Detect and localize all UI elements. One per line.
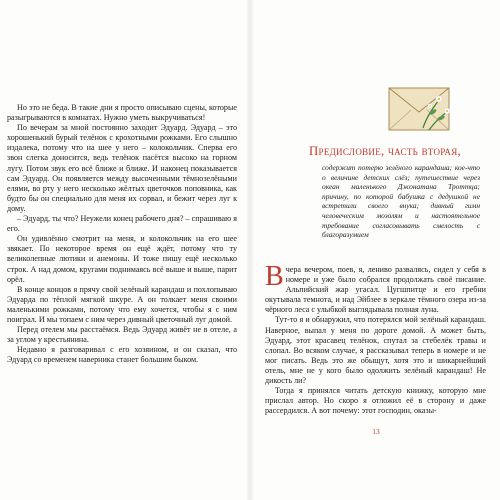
right-paragraph-2: Тут-то я и обнаружил, что потерялся мой зелёный карандаш. Наверное, выпал у меня по дороге домой. А может быть, Эдуард, этот красавец телёнок, спутал за стебелёк травы и слопал. Во всяком случае, я рассказывал теперь в номере и не мог писать. Ведь это же обыщут, хотя это и шикарнейший отель, мне не у кого было одолжить зелёный карандаш! Не дикость ли? bbox=[265, 315, 486, 386]
left-paragraph-7: Недавно я разговаривал с его хозяином, и он сказал, что Эдуард со временем наверника станет большим быком. bbox=[7, 345, 237, 365]
right-page bbox=[251, 0, 500, 500]
envelope-illustration bbox=[383, 78, 455, 140]
left-paragraph-1: Но это не беда. В такие дни я просто описываю сцены, которые разыгрываются в комнатах. Нужно уметь выкручиваться! bbox=[7, 103, 237, 123]
right-page-text bbox=[265, 261, 486, 416]
left-page bbox=[0, 0, 249, 500]
page-number: 13 bbox=[372, 427, 380, 436]
right-paragraph-1 bbox=[265, 261, 486, 315]
left-paragraph-4: Он удивлённо смотрит на меня, и колокольчик на его шее звякает. По некоторое время он ещё ждёт, потому что ту великолепные лютики и анемоны. И тоже пишу ещё несколько строк. А над домом, кругами поднимаясь всё выше и выше, парит орёл. bbox=[7, 234, 237, 284]
drop-cap-letter: В bbox=[265, 261, 284, 292]
left-paragraph-5: В конце концов я прячу свой зелёный карандаш и похлопываю Эдуарда по тёплой мягкой шкуре. А он толкает меня своими маленькими рожками, потому что ему хочется, чтобы я с ним поиграл. И мы топаем с ним через дивный цветочный луг домой. bbox=[7, 284, 237, 324]
left-paragraph-2: По вечерам за мной постоянно заходит Эдуард. Эдуард – это хорошенький бурый телёнок с крохотными рожками. Его слышно издалека, потому что на шее у него – колокольчик. Сперва его звон слегка доносится, ведь телёнок пасётся высоко на горном лугу. Потом звук его всё ближе и ближе. И наконец показывается сам Эдуард. Он появляется между высоченными тёмнозелёными елями, во рту у него несколько жёлтых цветочков поповника, как будто бы он специально для меня их сорвал, и бежит через луг к дому. bbox=[7, 123, 237, 213]
left-paragraph-6: Перед отелем мы расстаёмся. Ведь Эдуард живёт не в отеле, а за углом у крестьянина. bbox=[7, 325, 237, 345]
right-paragraph-3: Тогда я принялся читать детскую книжку, которую мне прислал автор. Но скоро я отложил её в сторону и даже рассердился. А вот почему: этот господин, оказы- bbox=[265, 386, 486, 416]
chapter-epigraph: содержит потерю зелёного карандаша; кое-что о величине детских слёз; путешествие через океан маленького Джонатана Троттца; причину, по которой бабушка с дедушкой не встретили своего внука; дивный гимн человеческим мозолям и настоятельное требование согласовывать смелость с благоразумием bbox=[322, 163, 480, 240]
left-paragraph-3: – Эдуард, ты что? Неужели конец рабочего дня? – спрашиваю я его. bbox=[7, 214, 237, 234]
left-page-text bbox=[7, 103, 237, 365]
right-paragraph-1-text: чера вечером, поев, я, лениво развалясь, сидел у себя в номере и уже было собрался продолжать своё писание. Альпийский жар угасал. Цугшпитце и его гребни окутывала темнота, и над Эйбзее в зеркале тёмного озера из-за чёрного леса с улыбкой выглядывала полная луна. bbox=[265, 265, 486, 315]
envelope-with-flowers-icon bbox=[383, 78, 455, 140]
book-gutter bbox=[246, 0, 254, 500]
chapter-title: Предисловие, часть вторая, bbox=[308, 144, 462, 158]
